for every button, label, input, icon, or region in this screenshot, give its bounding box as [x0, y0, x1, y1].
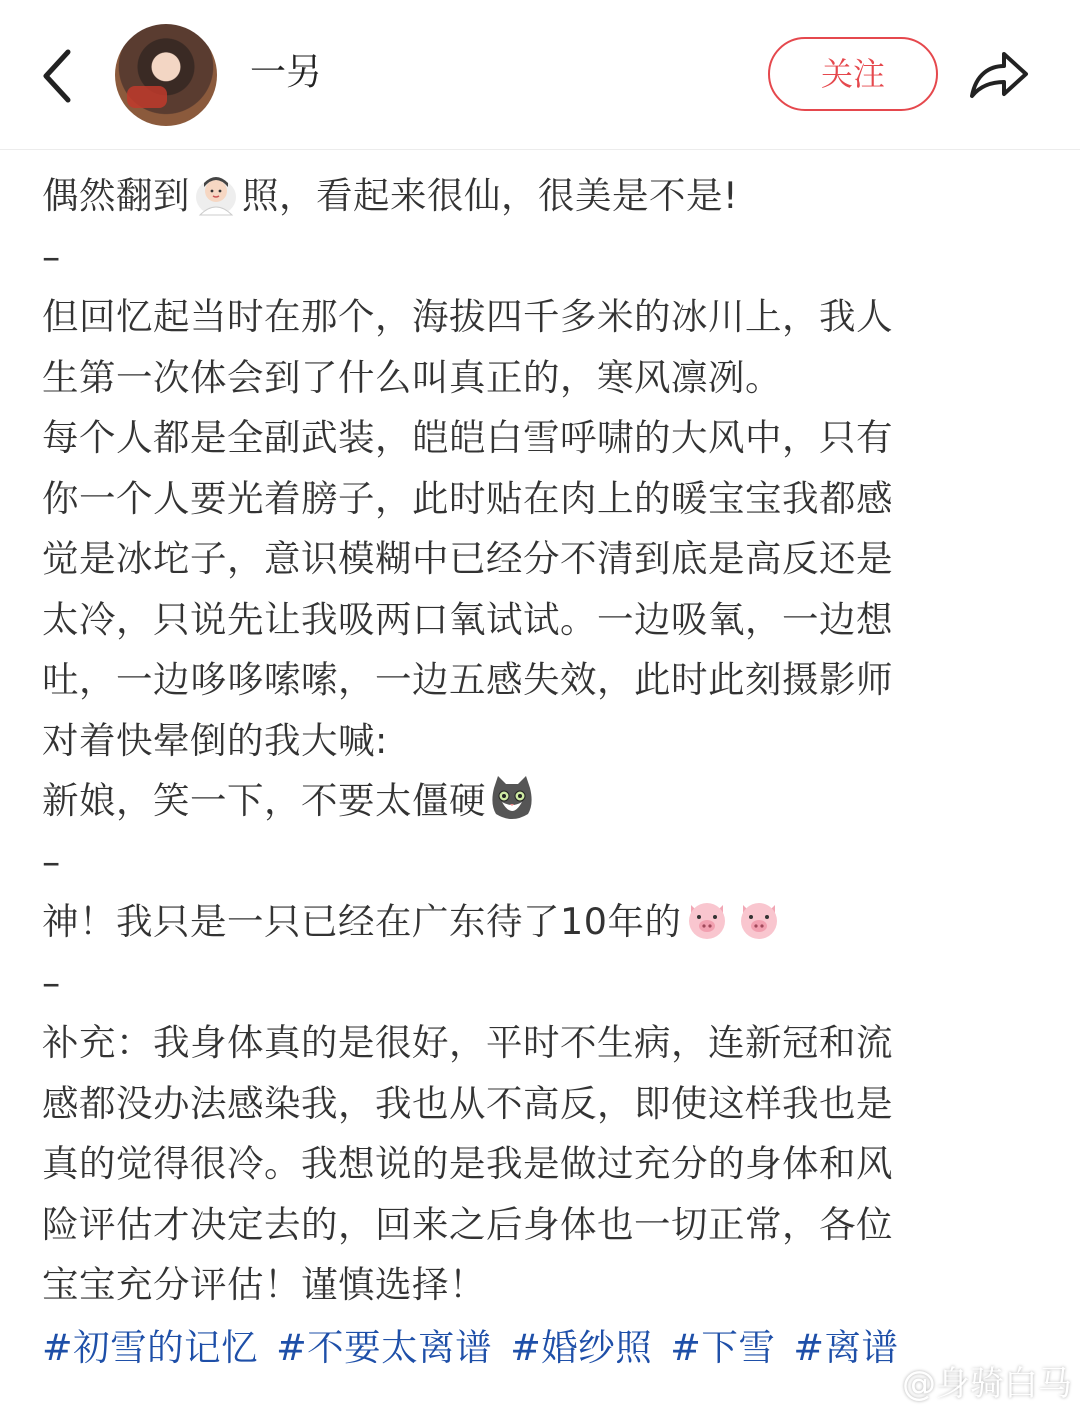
top-bar [0, 0, 1080, 150]
post-text: 神！我只是一只已经在广东待了10年的 [42, 900, 682, 943]
hashtag-link[interactable]: #不要太离谱 [276, 1325, 493, 1369]
post-line: 宝宝充分评估！谨慎选择！ [42, 1263, 486, 1306]
watermark: @身骑白马 [902, 1364, 1072, 1404]
hashtag-link[interactable]: #初雪的记忆 [42, 1325, 259, 1369]
post-line: 对着快晕倒的我大喊: [42, 718, 388, 762]
post-line: 感都没办法感染我，我也从不高反，即使这样我也是 [42, 1081, 893, 1125]
post-line: 太冷，只说先让我吸两口氧试试。一边吸氧，一边想 [42, 597, 893, 641]
post-line: 生第一次体会到了什么叫真正的，寒风凛冽。 [42, 355, 782, 399]
post-line: 补充：我身体真的是很好，平时不生病，连新冠和流 [42, 1021, 893, 1064]
back-button[interactable] [30, 40, 90, 110]
bride-emoji [192, 169, 240, 217]
username[interactable]: 一另 [250, 52, 323, 93]
post-line: 但回忆起当时在那个，海拔四千多米的冰川上，我人 [42, 295, 893, 338]
follow-button[interactable]: 关注 [768, 37, 938, 111]
hashtag-link[interactable]: #婚纱照 [510, 1325, 653, 1369]
post-line [42, 166, 1012, 227]
pig-face-emoji [735, 895, 783, 943]
post-line: 觉是冰坨子，意识模糊中已经分不清到底是高反还是 [42, 537, 893, 580]
post-line [42, 892, 1012, 953]
post-text: 照，看起来很仙，很美是不是! [242, 174, 739, 217]
hashtag-link[interactable]: #下雪 [670, 1325, 776, 1369]
cat-emoji [488, 774, 536, 822]
post-text: 偶然翻到 [42, 174, 190, 217]
chevron-left-icon [30, 40, 90, 110]
share-button[interactable] [966, 44, 1032, 104]
divider-dash: – [42, 960, 61, 1004]
share-arrow-icon [966, 44, 1032, 104]
post-line: 真的觉得很冷。我想说的是我是做过充分的身体和风 [42, 1142, 893, 1185]
pig-face-emoji [683, 895, 731, 943]
avatar[interactable] [115, 24, 217, 126]
post-line: 每个人都是全副武装，皑皑白雪呼啸的大风中，只有 [42, 416, 893, 459]
divider-dash: – [42, 234, 61, 278]
divider-dash: – [42, 839, 61, 883]
post-body [42, 166, 1012, 1380]
hashtag-link[interactable]: #离谱 [793, 1325, 899, 1369]
post-line: 你一个人要光着膀子，此时贴在肉上的暖宝宝我都感 [42, 476, 893, 520]
hashtag-list [42, 1318, 1012, 1380]
post-text: 新娘，笑一下，不要太僵硬 [42, 779, 486, 822]
post-line [42, 771, 1012, 832]
post-line: 险评估才决定去的，回来之后身体也一切正常，各位 [42, 1202, 893, 1246]
post-line: 吐，一边哆哆嗦嗦，一边五感失效，此时此刻摄影师 [42, 658, 893, 701]
